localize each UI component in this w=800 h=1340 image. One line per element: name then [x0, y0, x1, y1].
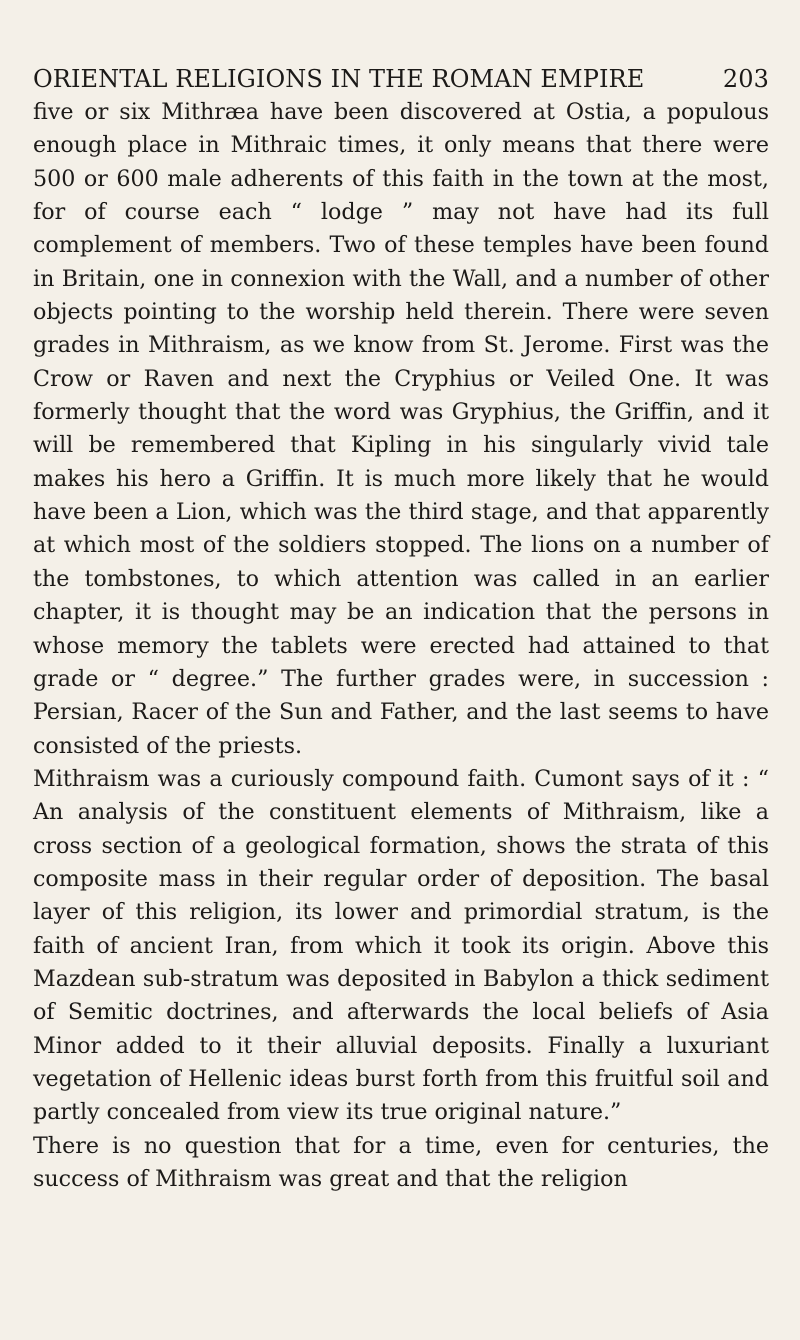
paragraph-3: There is no question that for a time, even for centuries, the success of Mithraism was great and that the religion [33, 1132, 769, 1192]
book-page [33, 62, 769, 1196]
running-title: ORIENTAL RELIGIONS IN THE ROMAN EMPIRE [33, 65, 645, 93]
page-number: 203 [722, 65, 769, 93]
running-head [33, 62, 769, 96]
paragraph-2: Mithraism was a curiously compound faith. Cumont says of it : “ An analysis of the constituent elements of Mithraism, like a cross section of a geological formation, shows the strata of this composite mass in their regular order of deposition. The basal layer of this religion, its lower and primordial stratum, is the faith of ancient Iran, from which it took its origin. Above this Mazdean sub-stratum was deposited in Babylon a thick sediment of Semitic doctrines, and afterwards the local beliefs of Asia Minor added to it their alluvial deposits. Finally a luxuriant vegetation of Hellenic ideas burst forth from this fruitful soil and partly concealed from view its true original nature.” [33, 765, 769, 1126]
body-text [33, 96, 769, 1196]
paragraph-1: five or six Mithræa have been discovered at Ostia, a populous enough place in Mithraic times, it only means that there were 500 or 600 male adherents of this faith in the town at the most, for of course each “ lodge ” may not have had its full complement of members. Two of these temples have been found in Britain, one in connexion with the Wall, and a number of other objects pointing to the worship held therein. There were seven grades in Mithraism, as we know from St. Jerome. First was the Crow or Raven and next the Cryphius or Veiled One. It was formerly thought that the word was Gryphius, the Griffin, and it will be remembered that Kipling in his singularly vivid tale makes his hero a Griffin. It is much more likely that he would have been a Lion, which was the third stage, and that apparently at which most of the soldiers stopped. The lions on a number of the tombstones, to which attention was called in an earlier chapter, it is thought may be an indication that the persons in whose memory the tablets were erected had attained to that grade or “ degree.” The further grades were, in succession : Persian, Racer of the Sun and Father, and the last seems to have consisted of the priests. [33, 99, 769, 759]
